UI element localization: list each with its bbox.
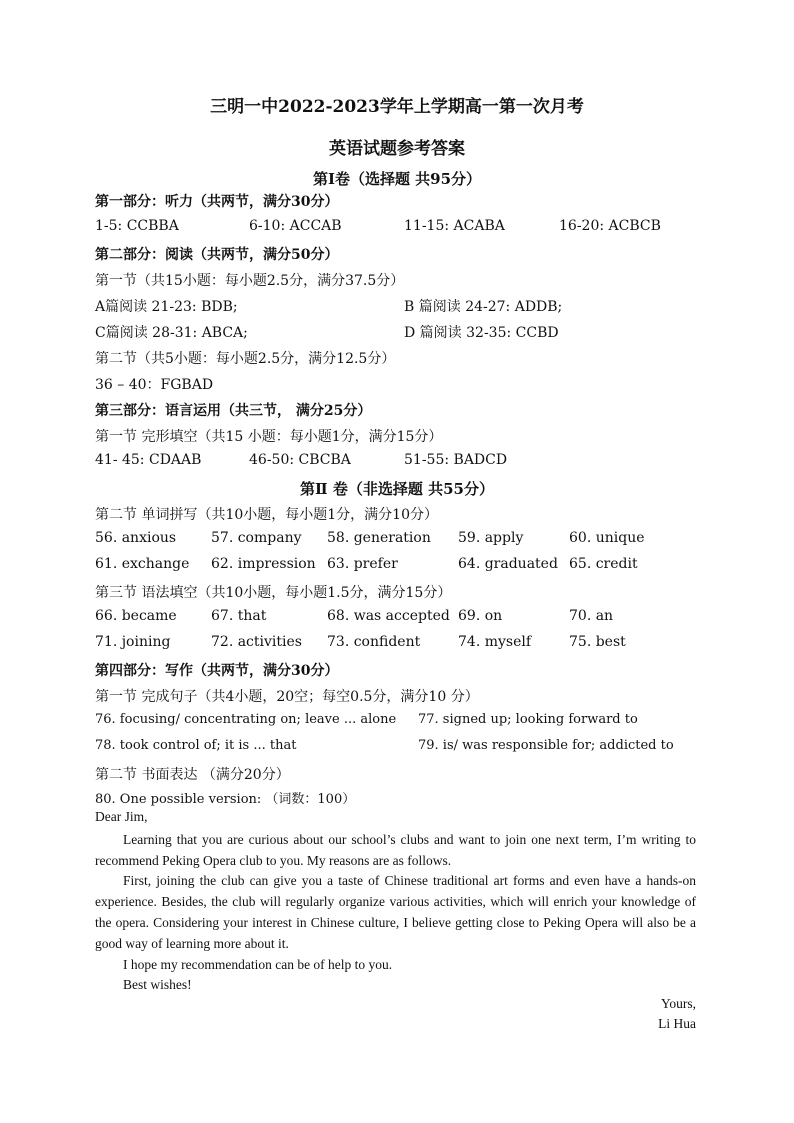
spelling-answer: 56. anxious [95,530,177,546]
letter-paragraph: Learning that you are curious about our school’s clubs and want to join one next term, I’m writing to recommend Peking Opera club to you. My reasons are as follows. [95,832,696,868]
part1-answer: 11-15: ACABA [404,218,505,234]
grammar-answer: 71. joining [95,634,171,650]
letter-signature: Li Hua [658,1016,696,1031]
grammar-answer: 70. an [569,608,614,624]
part2-heading: 第二部分：阅读（共两节，满分50分） [95,247,339,263]
spelling-answer: 65. credit [569,556,638,572]
letter-salutation: Dear Jim, [95,809,148,824]
part1-answer: 1-5: CCBBA [95,218,179,234]
spelling-answer: 62. impression [211,556,316,572]
grammar-answer: 67. that [211,608,267,624]
doc-title: 三明一中2022-2023学年上学期高一第一次月考 [210,97,584,117]
reading-b-answer: B 篇阅读 24-27: ADDB; [404,299,563,315]
cloze-answer: 41- 45: CDAAB [95,452,202,468]
spelling-answer: 57. company [211,530,302,546]
part1-answer: 6-10: ACCAB [249,218,342,234]
sentence-answer-78: 78. took control of; it is ... that [95,738,297,753]
grammar-answer: 72. activities [211,634,302,650]
part3-section1-heading: 第一节 完形填空（共15 小题：每小题1分，满分15分） [95,429,443,445]
doc-subtitle: 英语试题参考答案 [329,139,465,159]
part1-answer: 16-20: ACBCB [559,218,661,234]
spelling-answer: 63. prefer [327,556,398,572]
volume-1-heading: 第Ⅰ卷（选择题 共95分） [312,170,482,188]
grammar-answer: 69. on [458,608,503,624]
part1-heading: 第一部分：听力（共两节，满分30分） [95,194,339,210]
sentence-answer-79: 79. is/ was responsible for; addicted to [418,738,674,753]
spelling-answer: 60. unique [569,530,645,546]
letter-paragraph: Best wishes! [123,977,192,992]
sentence-answer-77: 77. signed up; looking forward to [418,712,638,727]
sentence-answer-76: 76. focusing/ concentrating on; leave ... alone [95,712,397,727]
spelling-answer: 61. exchange [95,556,190,572]
grammar-answer: 68. was accepted [327,608,450,624]
spelling-answer: 59. apply [458,530,524,546]
grammar-answer: 66. became [95,608,177,624]
reading-a-answer: A篇阅读 21-23: BDB; [95,299,238,315]
grammar-answer: 75. best [569,634,626,650]
cloze-answer: 46-50: CBCBA [249,452,351,468]
reading-c-answer: C篇阅读 28-31: ABCA; [95,325,248,341]
grammar-heading: 第三节 语法填空（共10小题，每小题1.5分，满分15分） [95,585,452,601]
part3-heading: 第三部分：语言运用（共三节， 满分25分） [95,403,372,419]
letter-closing: Yours, [660,996,696,1011]
letter-paragraph: First, joining the club can give you a taste of Chinese traditional art forms and even have a hands-on experience. Besides, the club will regularly organize various activities, which will enrich your knowledge of the opera. Considering your interest in Chinese culture, I believe getting close to Peking Opera will also be a good way of learning more about it. [95,873,696,951]
grammar-answer: 74. myself [458,634,532,650]
reading-d-answer: D 篇阅读 32-35: CCBD [404,325,559,341]
writing-version-label: 80. One possible version: （词数：100） [95,792,356,807]
part4-heading: 第四部分：写作（共两节，满分30分） [95,663,339,679]
part4-section1-heading: 第一节 完成句子（共4小题，20空；每空0.5分，满分10 分） [95,689,479,705]
spelling-heading: 第二节 单词拼写（共10小题，每小题1分，满分10分） [95,507,438,523]
spelling-answer: 58. generation [327,530,431,546]
part2-section2-answer: 36 – 40：FGBAD [95,377,214,393]
part4-section2-heading: 第二节 书面表达 （满分20分） [95,767,290,783]
grammar-answer: 73. confident [327,634,421,650]
volume-2-heading: 第Ⅱ 卷（非选择题 共55分） [300,480,494,498]
spelling-answer: 64. graduated [458,556,558,572]
part2-section2-heading: 第二节（共5小题：每小题2.5分，满分12.5分） [95,351,396,367]
letter-paragraph: I hope my recommendation can be of help to you. [123,957,393,972]
cloze-answer: 51-55: BADCD [404,452,508,468]
part2-section1-heading: 第一节（共15小题：每小题2.5分，满分37.5分） [95,273,405,289]
